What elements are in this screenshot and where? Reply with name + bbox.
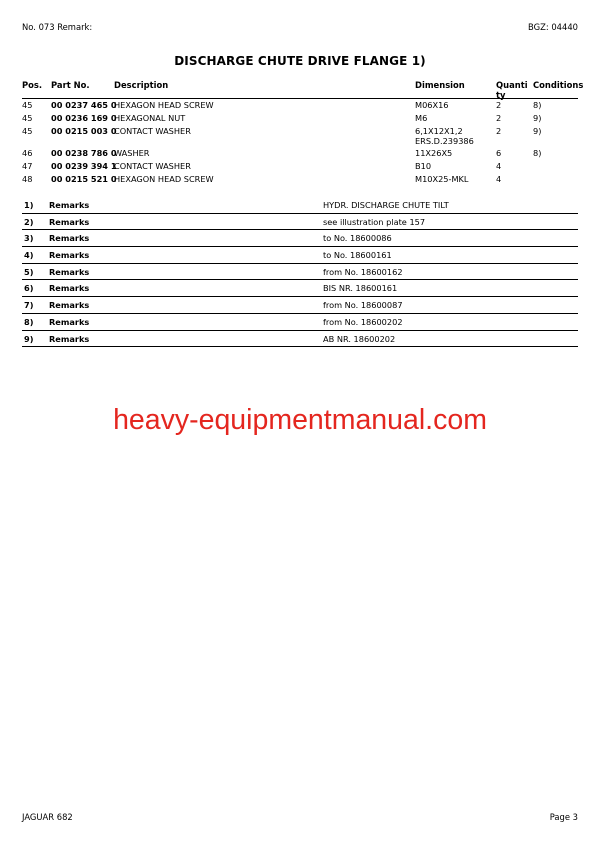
cell-dim: B10 — [415, 161, 432, 171]
cell-part: 00 0215 003 0 — [51, 126, 117, 136]
remark-number: 8) — [24, 316, 34, 327]
remark-row — [22, 264, 578, 281]
remark-row — [22, 314, 578, 331]
footer-model: JAGUAR 682 — [22, 812, 73, 822]
remark-label: Remarks — [49, 300, 90, 311]
remarks-table — [22, 197, 578, 347]
cell-qty: 4 — [496, 174, 502, 184]
remark-text: from No. 18600202 — [323, 316, 403, 327]
cell-desc: CONTACT WASHER — [114, 161, 191, 171]
remark-text: AB NR. 18600202 — [323, 333, 396, 344]
remark-number: 4) — [24, 250, 34, 261]
remark-row — [22, 297, 578, 314]
footer-page-number: Page 3 — [549, 812, 578, 822]
cell-desc: WASHER — [114, 148, 150, 158]
cell-dim: M6 — [415, 113, 428, 123]
remark-label: Remarks — [49, 200, 90, 210]
remark-row — [22, 331, 578, 348]
cell-qty: 2 — [496, 100, 502, 110]
cell-pos: 47 — [22, 161, 33, 171]
remark-label: Remarks — [49, 333, 90, 344]
table-row — [22, 125, 578, 147]
cell-dim-line2: ERS.D.239386 — [415, 136, 474, 146]
remark-label: Remarks — [49, 316, 90, 327]
remark-label: Remarks — [49, 233, 90, 244]
cell-pos: 45 — [22, 126, 33, 136]
remark-number: 7) — [24, 300, 34, 311]
cell-dim: M06X16 — [415, 100, 449, 110]
cell-part: 00 0238 786 0 — [51, 148, 117, 158]
remark-text: from No. 18600162 — [323, 266, 403, 277]
table-row — [22, 99, 578, 112]
cell-pos: 46 — [22, 148, 33, 158]
cell-dim: M10X25-MKL — [415, 174, 469, 184]
header-left: No. 073 Remark: — [22, 22, 93, 32]
remark-row — [22, 230, 578, 247]
remark-number: 6) — [24, 283, 34, 294]
remark-number: 1) — [24, 200, 34, 210]
remark-text: BIS NR. 18600161 — [323, 283, 398, 294]
table-row — [22, 173, 578, 186]
remark-label: Remarks — [49, 283, 90, 294]
remark-row — [22, 197, 578, 214]
cell-desc: HEXAGONAL NUT — [114, 113, 186, 123]
remark-number: 5) — [24, 266, 34, 277]
remark-number: 3) — [24, 233, 34, 244]
remark-number: 2) — [24, 216, 34, 227]
col-qty-header: Quanti ty — [496, 80, 528, 100]
parts-table-header — [22, 80, 584, 100]
cell-part: 00 0237 465 0 — [51, 100, 117, 110]
remark-label: Remarks — [49, 250, 90, 261]
table-row — [22, 147, 578, 160]
table-row — [22, 160, 578, 173]
page-title: DISCHARGE CHUTE DRIVE FLANGE 1) — [174, 54, 426, 68]
remark-label: Remarks — [49, 266, 90, 277]
header-right: BGZ: 04440 — [528, 22, 578, 32]
remark-text: HYDR. DISCHARGE CHUTE TILT — [323, 200, 449, 210]
cell-dim: 6,1X12X1,2 — [415, 126, 463, 136]
remark-label: Remarks — [49, 216, 90, 227]
col-pos-header: Pos. — [22, 80, 43, 90]
remark-row — [22, 247, 578, 264]
col-part-header: Part No. — [51, 80, 90, 90]
remark-row — [22, 214, 578, 231]
cell-part: 00 0215 521 0 — [51, 174, 117, 184]
cell-qty: 4 — [496, 161, 502, 171]
remark-row — [22, 280, 578, 297]
col-cond-header: Conditions — [533, 80, 584, 90]
cell-cond: 8) — [533, 100, 542, 110]
cell-cond: 8) — [533, 148, 542, 158]
cell-dim: 11X26X5 — [415, 148, 453, 158]
remark-text: see illustration plate 157 — [323, 216, 426, 227]
col-dim-header: Dimension — [415, 80, 465, 90]
table-row — [22, 112, 578, 125]
cell-cond: 9) — [533, 113, 542, 123]
cell-desc: HEXAGON HEAD SCREW — [114, 100, 214, 110]
remark-text: to No. 18600086 — [323, 233, 392, 244]
cell-qty: 2 — [496, 113, 502, 123]
cell-pos: 45 — [22, 100, 33, 110]
cell-part: 00 0236 169 0 — [51, 113, 117, 123]
cell-qty: 6 — [496, 148, 502, 158]
col-desc-header: Description — [114, 80, 169, 90]
cell-qty: 2 — [496, 126, 502, 136]
remark-text: to No. 18600161 — [323, 250, 392, 261]
cell-desc: CONTACT WASHER — [114, 126, 191, 136]
cell-desc: HEXAGON HEAD SCREW — [114, 174, 214, 184]
cell-cond: 9) — [533, 126, 542, 136]
cell-pos: 45 — [22, 113, 33, 123]
remark-text: from No. 18600087 — [323, 300, 403, 311]
watermark-text: heavy-equipmentmanual.com — [113, 404, 487, 436]
remark-number: 9) — [24, 333, 34, 344]
cell-part: 00 0239 394 1 — [51, 161, 117, 171]
parts-table — [22, 80, 584, 186]
cell-pos: 48 — [22, 174, 33, 184]
